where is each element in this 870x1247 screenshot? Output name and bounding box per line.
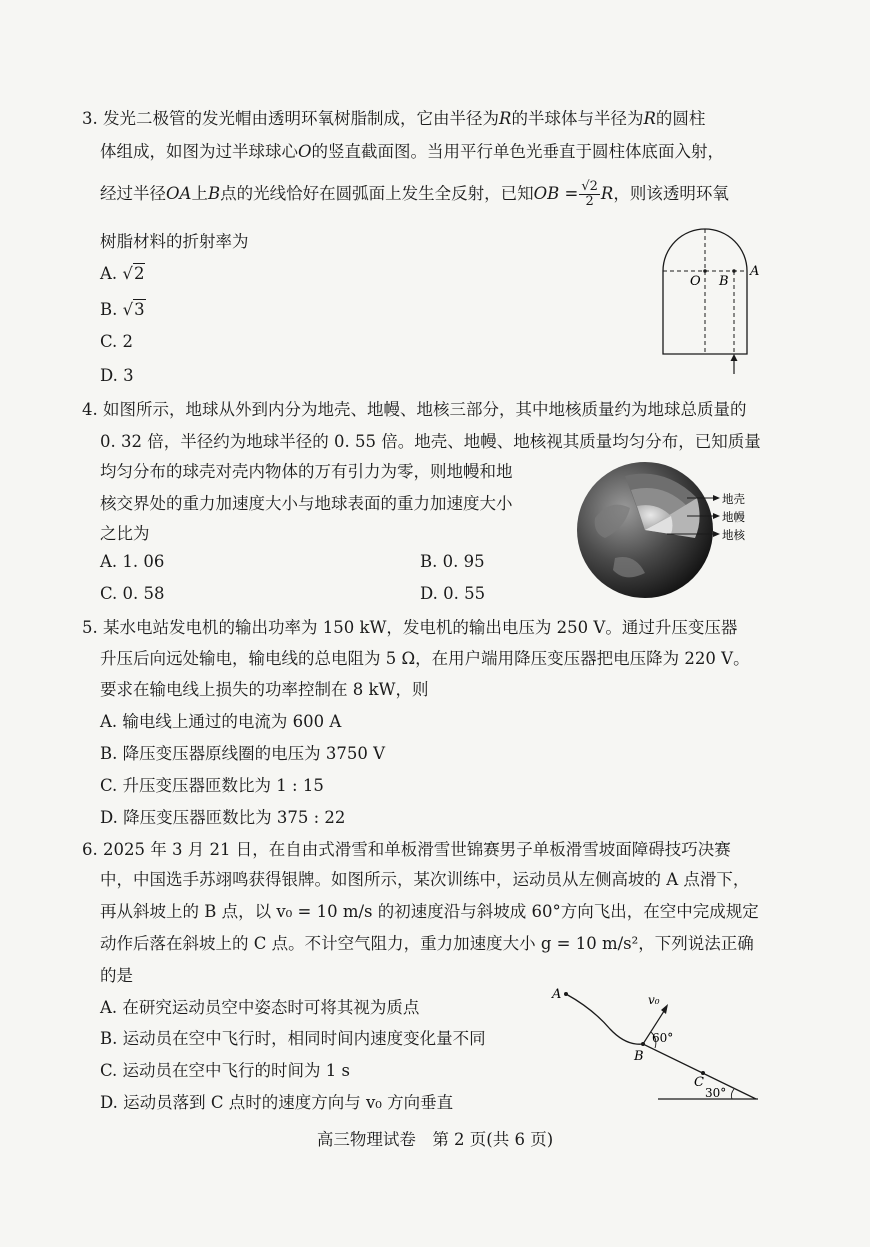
point-a [564,992,568,996]
q5-line-3: 要求在输电线上损失的功率控制在 8 kW，则 [100,680,429,699]
q6-option-c: C. 运动员在空中飞行的时间为 1 s [100,1061,350,1080]
q4-line-4: 核交界处的重力加速度大小与地球表面的重力加速度大小 [100,494,513,513]
label-a: A [750,264,760,279]
label-v0: v₀ [648,993,660,1007]
q3-led-cross-section-figure [655,224,765,384]
q3-option-c: C. 2 [100,332,134,351]
q4-line-5: 之比为 [100,524,150,543]
label-b: B [719,274,729,289]
arrow-core-icon [713,531,720,537]
page-footer: 高三物理试卷 第 2 页(共 6 页) [316,1130,554,1149]
label-core: 地核 [722,528,745,542]
arrow-crust-icon [713,495,720,501]
label-o: O [690,274,701,289]
q5-line-2: 升压后向远处输电，输电线的总电阻为 5 Ω，在用户端用降压变压器把电压降为 220 V。 [100,649,750,668]
point-o [703,269,707,273]
v0-arrow-head-icon [661,1004,668,1014]
q4-line-3: 均匀分布的球壳对壳内物体的万有引力为零，则地幔和地 [100,462,513,481]
q4-earth-layers-figure [575,458,760,608]
slope-curve [566,994,756,1099]
incident-arrow-head [731,354,738,361]
q4-option-c: C. 0. 58 [100,584,165,603]
q6-line-2: 中，中国选手苏翊鸣获得银牌。如图所示，某次训练中，运动员从左侧高坡的 A 点滑下， [100,870,750,889]
q3-option-b: B. √3 [100,300,145,319]
q5-option-b: B. 降压变压器原线圈的电压为 3750 V [100,744,386,763]
label-mantle: 地幔 [722,510,745,524]
label-60-degrees: 60° [652,1031,674,1045]
label-a: A [552,987,562,1002]
q3-option-d: D. 3 [100,366,134,385]
q5-line-1: 5. 某水电站发电机的输出功率为 150 kW，发电机的输出电压为 250 V。通过升压变压器 [82,618,738,637]
q5-option-a: A. 输电线上通过的电流为 600 A [100,712,342,731]
arrow-mantle-icon [713,513,720,519]
q4-option-d: D. 0. 55 [420,584,486,603]
q3-line-4: 树脂材料的折射率为 [100,232,249,251]
fraction-sqrt2-over-2: $\frac{√2}{2}$ [581,179,598,209]
q6-line-4: 动作后落在斜坡上的 C 点。不计空气阻力，重力加速度大小 g = 10 m/s²，下列说法正确 [100,934,754,953]
q5-option-c: C. 升压变压器匝数比为 1 : 15 [100,776,324,795]
label-b: B [634,1049,644,1064]
q3-line-3: 经过半径OA上B点的光线恰好在圆弧面上发生全反射，已知OB = $\frac{√2}{2}$ R，则该透明环氧 [100,179,729,209]
q3-line-2: 体组成，如图为过半球球心O的竖直截面图。当用平行单色光垂直于圆柱体底面入射， [100,142,725,161]
label-c: C [694,1075,704,1090]
q6-line-1: 6. 2025 年 3 月 21 日，在自由式滑雪和单板滑雪世锦赛男子单板滑雪坡面障碍技巧决赛 [82,840,731,859]
q6-option-b: B. 运动员在空中飞行时，相同时间内速度变化量不同 [100,1029,486,1048]
q4-line-1: 4. 如图所示，地球从外到内分为地壳、地幔、地核三部分，其中地核质量约为地球总质量的 [82,400,747,419]
q5-option-d: D. 降压变压器匝数比为 375 : 22 [100,808,346,827]
q6-option-a: A. 在研究运动员空中姿态时可将其视为质点 [100,998,420,1017]
q4-option-b: B. 0. 95 [420,552,485,571]
q6-line-3: 再从斜坡上的 B 点，以 v₀ = 10 m/s 的初速度沿与斜坡成 60°方向飞出，在空中完成规定 [100,902,759,921]
label-30-degrees: 30° [705,1086,727,1100]
q3-option-a: A. √2 [100,264,145,283]
q6-option-d: D. 运动员落到 C 点时的速度方向与 v₀ 方向垂直 [100,1093,454,1112]
q6-line-5: 的是 [100,966,133,985]
q4-line-2: 0. 32 倍，半径约为地球半径的 0. 55 倍。地壳、地幔、地核视其质量均匀分布，已知质量 [100,432,761,451]
point-b [732,269,736,273]
q4-option-a: A. 1. 06 [100,552,165,571]
q6-ski-slope-figure [548,984,763,1104]
sqrt-symbol: √3 [122,300,145,319]
sqrt-symbol: √2 [122,264,145,283]
angle-30-arc [731,1089,734,1099]
label-crust: 地壳 [722,492,745,506]
q3-line-1: 3. 发光二极管的发光帽由透明环氧树脂制成，它由半径为R的半球体与半径为R的圆柱 [82,109,706,128]
